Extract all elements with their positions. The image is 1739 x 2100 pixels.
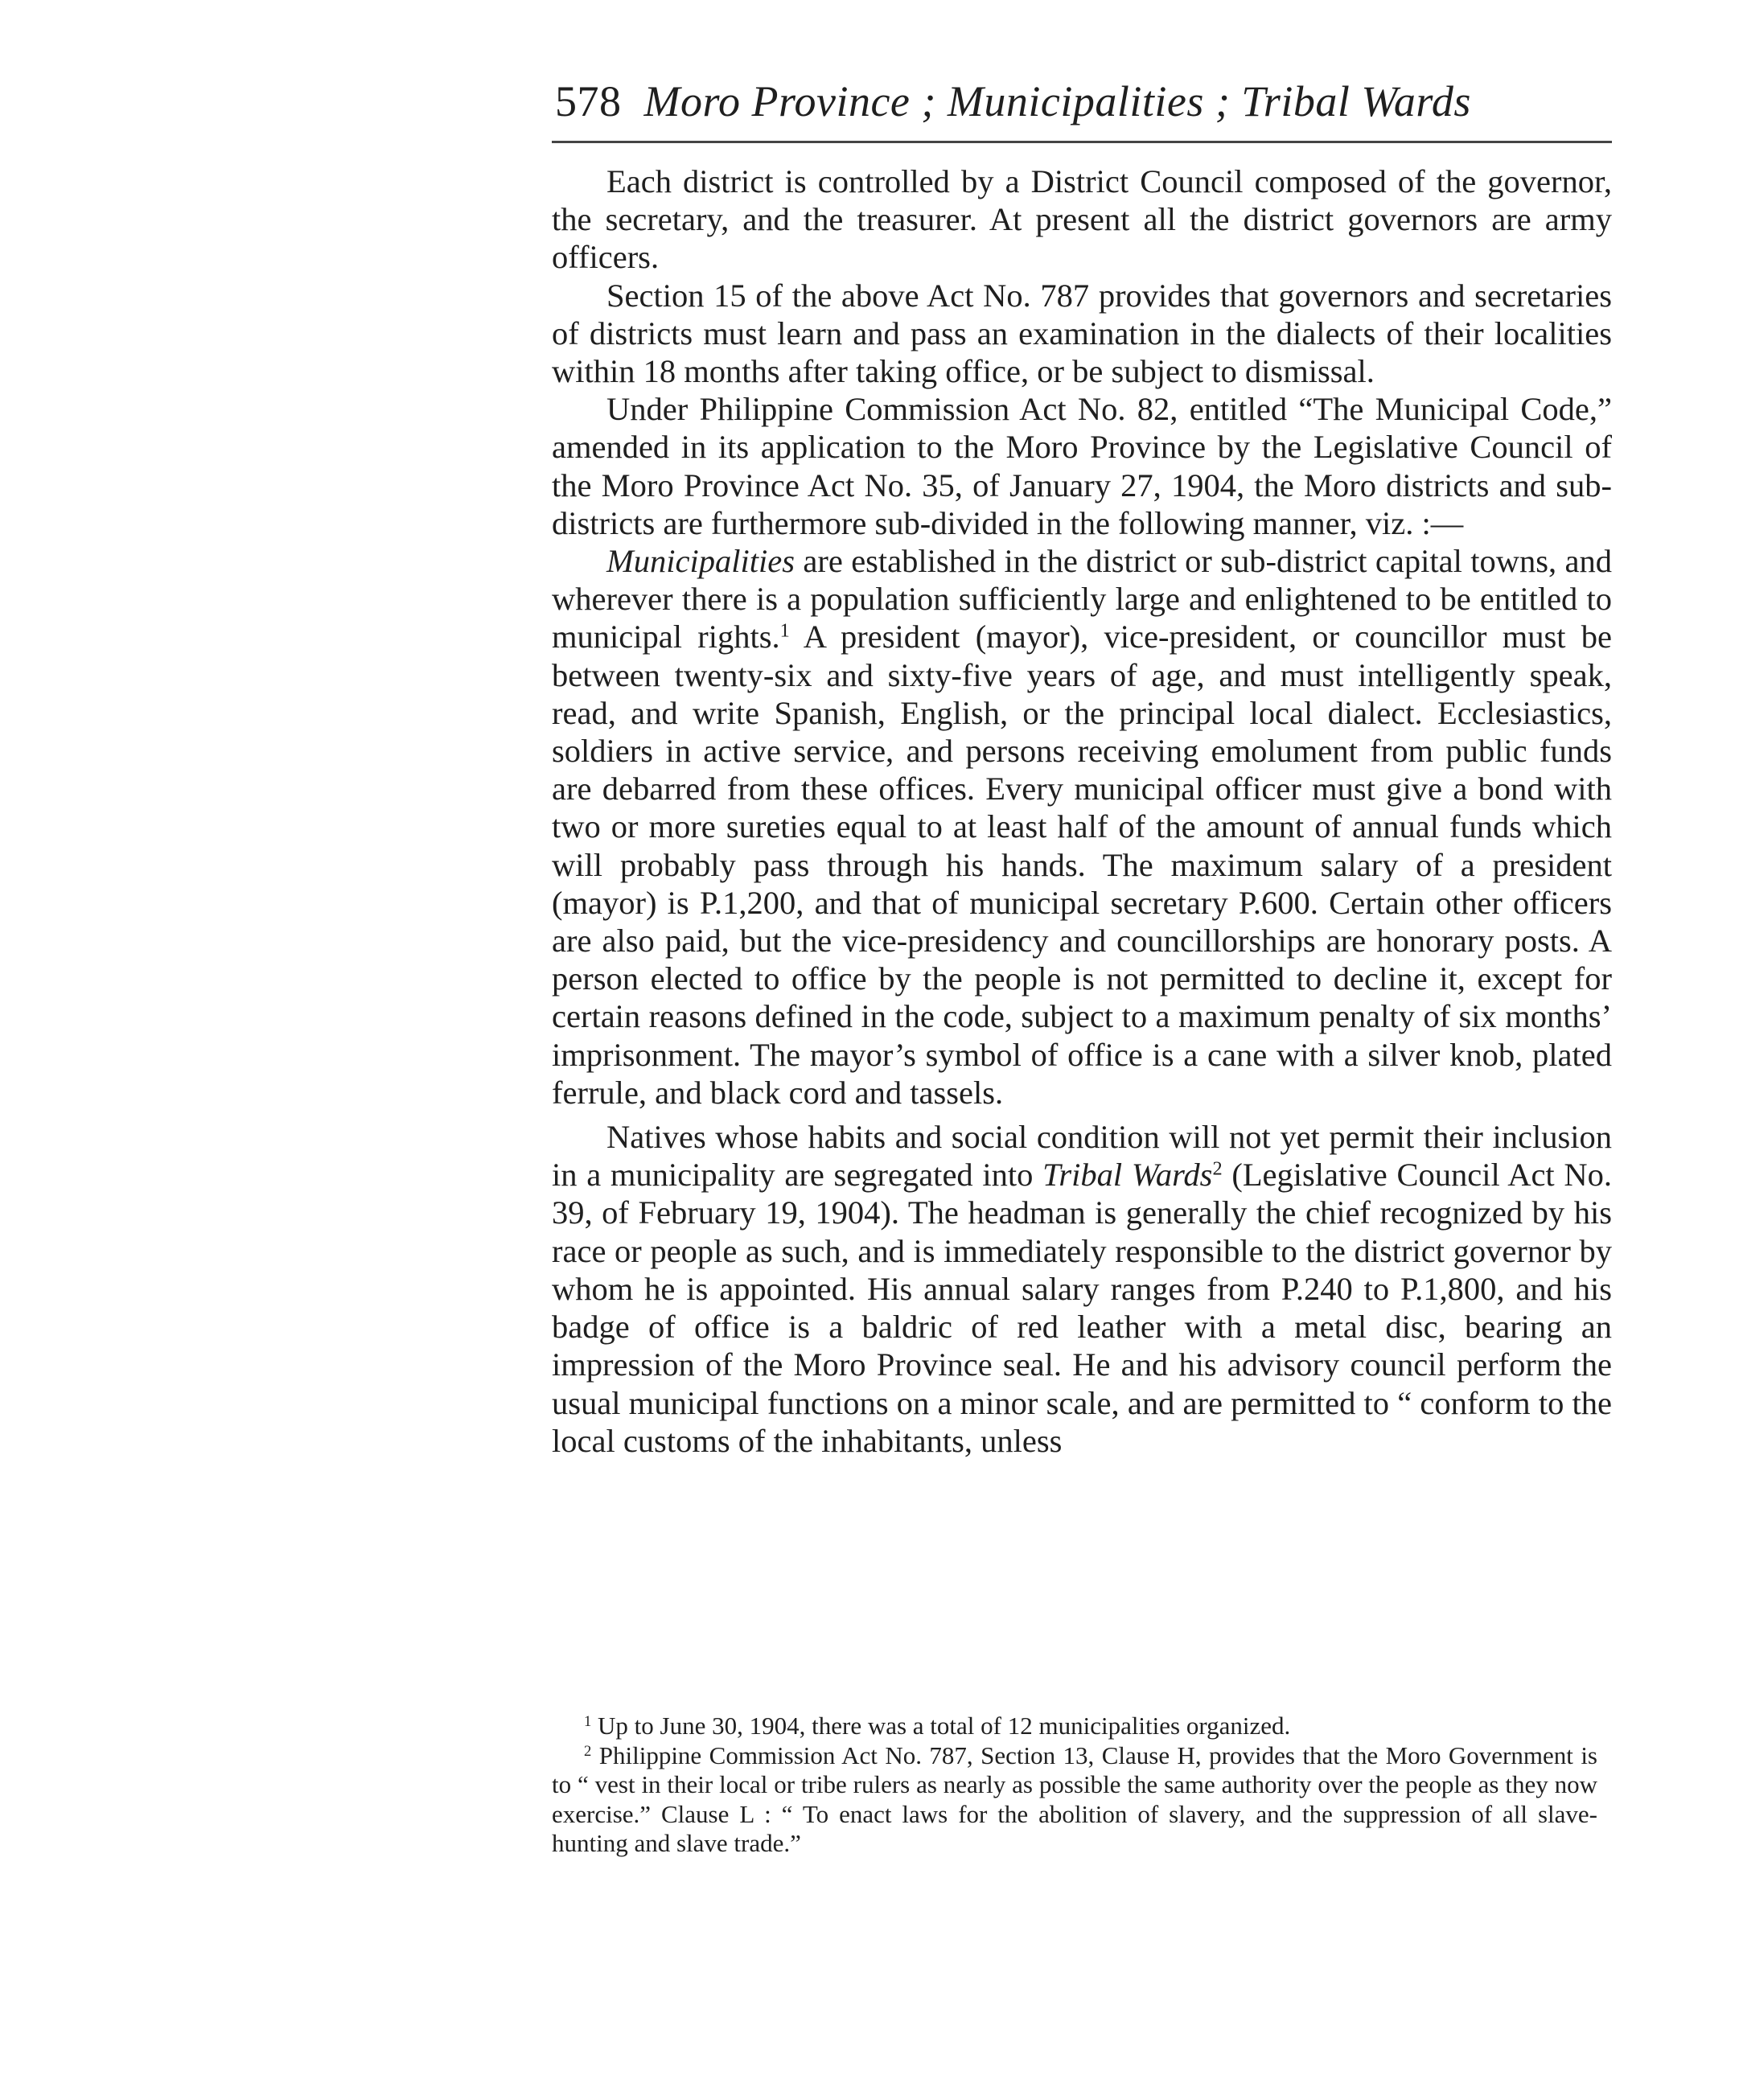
paragraph-municipalities	[552, 542, 1612, 1112]
paragraph-municipal-code: Under Philippine Commission Act No. 82, entitled “The Municipal Code,” amended in its application to the Moro Province by the Legislative Council of the Moro Province Act No. 35, of January 27, 1904, the Moro districts and sub-districts are furthermore sub-divided in the following manner, viz. :—	[552, 391, 1612, 541]
term-tribal-wards: Tribal Wards	[1042, 1157, 1213, 1194]
footnotes	[552, 1712, 1597, 1859]
footnote-ref-1: 1	[779, 620, 790, 643]
footnote-2-text: Philippine Commission Act No. 787, Section 13, Clause H, provides that the Moro Government is to “ vest in their local or tribe rulers as nearly as possible the same authority over the people as they now exercise.” Clause L : “ To enact laws for the abolition of slavery, and the suppression of all slave-hunting and slave trade.”	[552, 1740, 1597, 1857]
paragraph-district-council: Each district is controlled by a District Council composed of the governor, the secretary, and the treasurer. At present all the district governors are army officers.	[552, 163, 1612, 276]
footnote-1	[552, 1712, 1597, 1741]
paragraph-section-15: Section 15 of the above Act No. 787 provides that governors and secretaries of districts must learn and pass an examination in the dialects of their localities within 18 months after taking office, or be subject to dismissal.	[552, 277, 1612, 390]
running-title: Moro Province ; Municipalities ; Tribal Wards	[643, 77, 1471, 125]
footnote-1-text: Up to June 30, 1904, there was a total of 12 municipalities organized.	[591, 1712, 1291, 1740]
tribal-wards-text-b: (Legislative Council Act No. 39, of February 19, 1904). The headman is generally the chief recognized by his race or people as such, and is immediately responsible to the district governor by whom he is appointed. His annual salary ranges from P.240 to P.1,800, and his badge of office is a baldric of red leather with a metal disc, bearing an impression of the Moro Province seal. He and his advisory council perform the usual municipal functions on a minor scale, and are permitted to “ conform to the local customs of the inhabitants, unless	[552, 1157, 1613, 1459]
footnote-ref-2: 2	[1212, 1157, 1223, 1180]
footnote-2-mark: 2	[584, 1742, 592, 1760]
paragraph-tribal-wards	[552, 1118, 1612, 1460]
municipalities-text-a: are established in the district or sub-district capital towns, and wherever there is a population sufficiently large and enlightened to be entitled to municipal rights.	[552, 543, 1612, 655]
page-header	[555, 76, 1617, 141]
tribal-wards-text-a: Natives whose habits and social condition will not yet permit their inclusion in a municipality are segregated into	[552, 1119, 1612, 1194]
footnote-1-mark: 1	[584, 1712, 592, 1730]
term-municipalities: Municipalities	[606, 543, 795, 580]
page-number: 578	[555, 77, 622, 125]
main-text	[552, 162, 1612, 1460]
header-rule	[552, 141, 1612, 143]
footnote-2	[552, 1741, 1597, 1859]
municipalities-text-b: A president (mayor), vice-president, or councillor must be between twenty-six and sixty-five years of age, and must intelligently speak, read, and write Spanish, English, or the principal local dialect. Ecclesiastics, soldiers in active service, and persons receiving emolument from public funds are debarred from these offices. Every municipal officer must give a bond with two or more sureties equal to at least half of the amount of annual funds which will probably pass through his hands. The maximum salary of a president (mayor) is P.1,200, and that of municipal secretary P.600. Certain other officers are also paid, but the vice-presidency and councillorships are honorary posts. A person elected to office by the people is not permitted to decline it, except for certain reasons defined in the code, subject to a maximum penalty of six months’ imprisonment. The mayor’s symbol of office is a cane with a silver knob, plated ferrule, and black cord and tassels.	[552, 618, 1612, 1111]
